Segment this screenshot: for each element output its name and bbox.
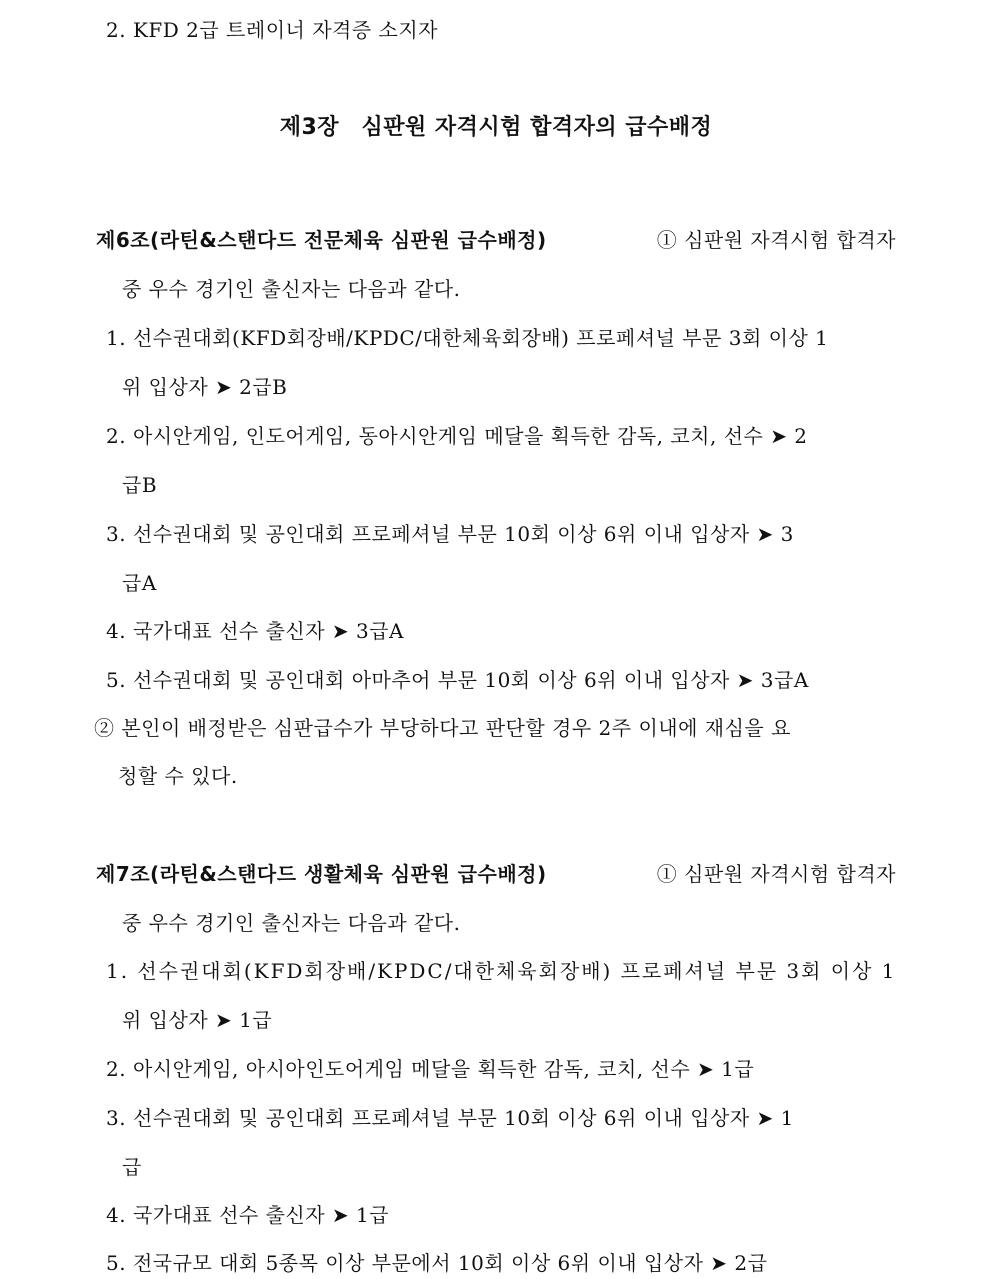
article6-intro-continued: 중 우수 경기인 출신자는 다음과 같다. <box>122 277 461 301</box>
article6-item2-continued: 급B <box>122 473 158 497</box>
chapter-heading: 제3장 심판원 자격시험 합격자의 급수배정 <box>279 115 713 140</box>
article6-item2: 2. 아시안게임, 인도어게임, 동아시안게임 메달을 획득한 감독, 코치, 선수 ➤ 2 <box>106 424 808 448</box>
top-list-item: 2. KFD 2급 트레이너 자격증 소지자 <box>106 18 438 42</box>
article7-item4: 4. 국가대표 선수 출신자 ➤ 1급 <box>106 1203 390 1227</box>
article6-item5: 5. 선수권대회 및 공인대회 아마추어 부문 10회 이상 6위 이내 입상자 ➤ 3급A <box>106 668 809 692</box>
article7-item3: 3. 선수권대회 및 공인대회 프로페셔널 부문 10회 이상 6위 이내 입상자 ➤ 1 <box>106 1106 794 1130</box>
article7-item3-continued: 급 <box>122 1155 142 1179</box>
article7-item2: 2. 아시안게임, 아시아인도어게임 메달을 획득한 감독, 코치, 선수 ➤ 1급 <box>106 1057 755 1081</box>
article6-first-line <box>96 226 896 254</box>
article6-paragraph2-continued: 청할 수 있다. <box>118 764 238 788</box>
article6-intro: ① 심판원 자격시험 합격자 <box>656 228 896 252</box>
article7-item1: 1. 선수권대회(KFD회장배/KPDC/대한체육회장배) 프로페셔널 부문 3회 이상 1 <box>106 959 897 983</box>
article7-item1-continued: 위 입상자 ➤ 1급 <box>122 1008 273 1032</box>
article7-first-line <box>96 860 896 888</box>
article6-item1: 1. 선수권대회(KFD회장배/KPDC/대한체육회장배) 프로페셔널 부문 3회 이상 1 <box>106 326 829 350</box>
article6-paragraph2: ② 본인이 배정받은 심판급수가 부당하다고 판단할 경우 2주 이내에 재심을 요 <box>94 716 791 740</box>
article6-item1-continued: 위 입상자 ➤ 2급B <box>122 375 288 399</box>
article7-title: 제7조(라틴&스탠다드 생활체육 심판원 급수배정) <box>96 862 547 886</box>
article7-item5: 5. 전국규모 대회 5종목 이상 부문에서 10회 이상 6위 이내 입상자 ➤ 2급 <box>106 1251 768 1275</box>
article6-item3-continued: 급A <box>122 571 157 595</box>
article7-intro-continued: 중 우수 경기인 출신자는 다음과 같다. <box>122 911 461 935</box>
article6-title: 제6조(라틴&스탠다드 전문체육 심판원 급수배정) <box>96 228 547 252</box>
article6-item3: 3. 선수권대회 및 공인대회 프로페셔널 부문 10회 이상 6위 이내 입상자 ➤ 3 <box>106 522 794 546</box>
article7-intro: ① 심판원 자격시험 합격자 <box>656 862 896 886</box>
article6-item4: 4. 국가대표 선수 출신자 ➤ 3급A <box>106 619 404 643</box>
